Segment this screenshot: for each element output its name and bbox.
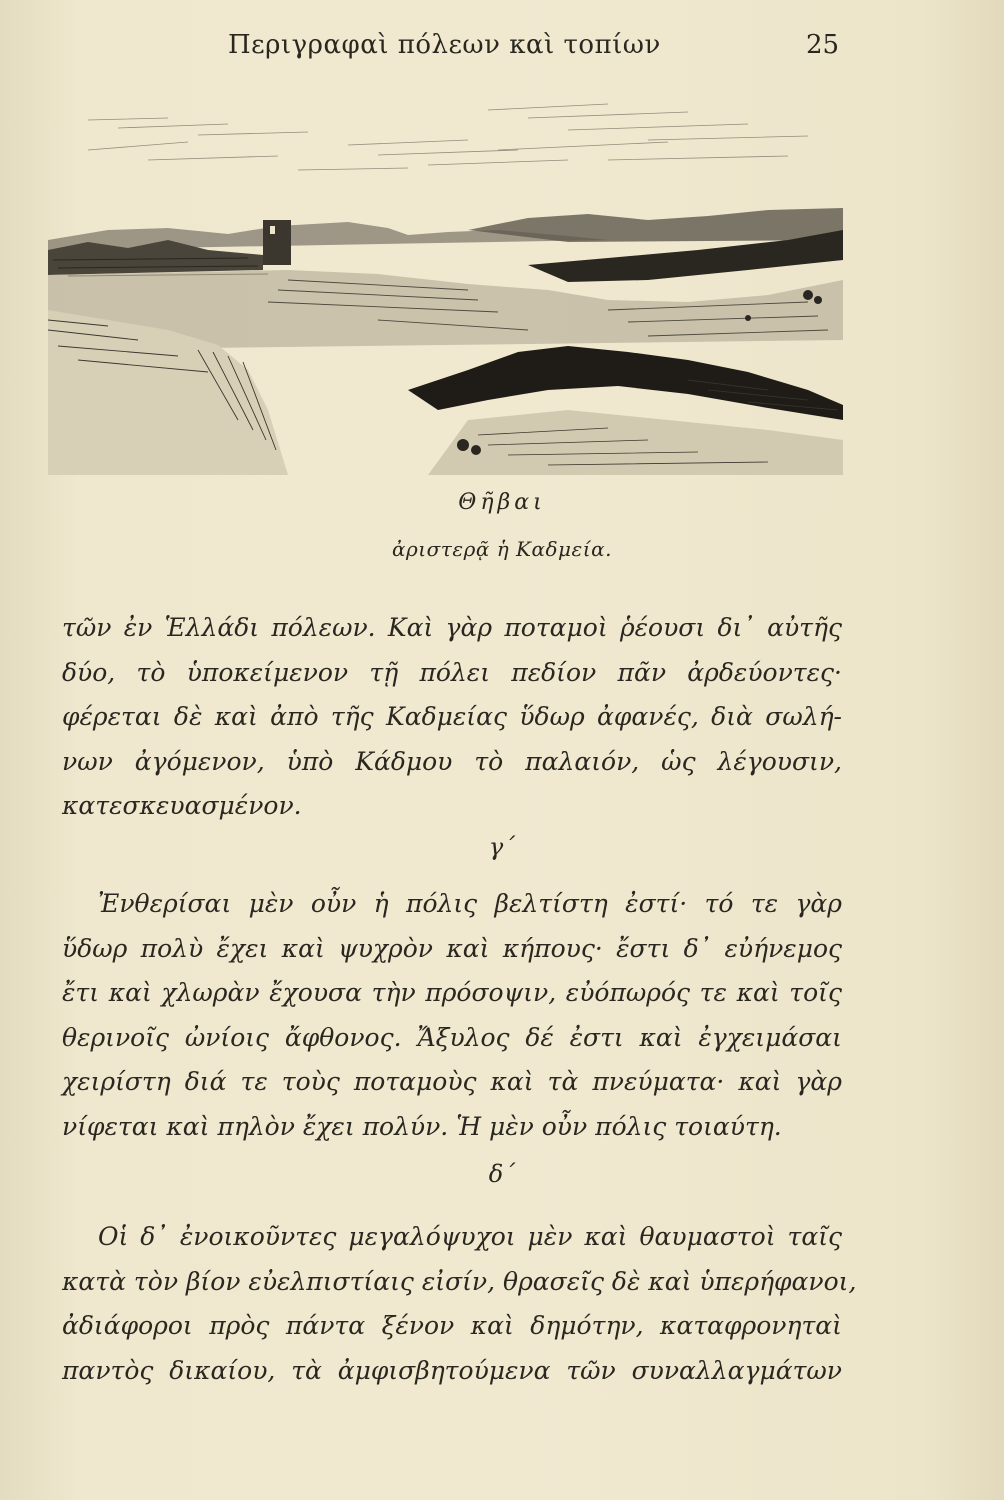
text-line: θερινοῖς ὠνίοις ἄφθονος. Ἄξυλος δέ ἐστι καὶ ἐγχειμάσαι: [62, 1022, 842, 1052]
paragraph-2: [62, 882, 842, 1149]
text-line: χειρίστη διά τε τοὺς ποταμοὺς καὶ τὰ πνεύματα· καὶ γὰρ: [62, 1067, 842, 1096]
paragraph-3: [62, 1215, 857, 1393]
text-line: ὕδωρ πολὺ ἔχει καὶ ψυχρὸν καὶ κήπους· ἔστι δ᾽ εὐήνεμος: [62, 933, 842, 963]
text-line: δύο, τὸ ὑποκείμενον τῇ πόλει πεδίον πᾶν ἀρδεύοντες·: [62, 657, 842, 687]
text-line: κατεσκευασμένον.: [62, 791, 302, 820]
landscape-engraving: [48, 90, 843, 475]
text-line: νίφεται καὶ πηλὸν ἔχει πολύν. Ἡ μὲν οὖν πόλις τοιαύτη.: [62, 1111, 782, 1141]
running-title: Περιγραφαὶ πόλεων καὶ τοπίων: [228, 30, 661, 60]
page-header: [0, 30, 1004, 74]
paragraph-1: [62, 606, 842, 829]
text-line: ἔτι καὶ χλωρὰν ἔχουσα τὴν πρόσοψιν, εὐόπωρός τε καὶ τοῖς: [62, 978, 842, 1007]
page-number: 25: [806, 30, 840, 60]
text-line: τῶν ἐν Ἑλλάδι πόλεων. Καὶ γὰρ ποταμοὶ ῥέουσι δι᾽ αὐτῆς: [62, 613, 842, 642]
text-line: παντὸς δικαίου, τὰ ἀμφισβητούμενα τῶν συναλλαγμάτων: [62, 1355, 842, 1385]
text-line: νων ἀγόμενον, ὑπὸ Κάδμου τὸ παλαιόν, ὡς λέγουσιν,: [62, 746, 842, 776]
text-line: Ἐνθερίσαι μὲν οὖν ἡ πόλις βελτίστη ἐστί· τό τε γὰρ: [98, 889, 842, 918]
section-mark-delta: δ΄: [488, 1160, 516, 1188]
text-line: ἀδιάφοροι πρὸς πάντα ξένον καὶ δημότην, καταφρονηταὶ: [62, 1311, 842, 1340]
illustration-caption-subtitle: ἀριστερᾷ ἡ Καδμεία.: [392, 537, 612, 561]
text-line: κατὰ τὸν βίον εὐελπιστίαις εἰσίν, θρασεῖς δὲ καὶ ὑπερήφανοι,: [62, 1266, 857, 1296]
illustration-caption-title: Θῆβαι: [458, 490, 546, 515]
text-line: Οἱ δ᾽ ἐνοικοῦντες μεγαλόψυχοι μὲν καὶ θαυμαστοὶ ταῖς: [98, 1222, 842, 1251]
section-mark-gamma: γ΄: [488, 833, 516, 861]
text-line: φέρεται δὲ καὶ ἀπὸ τῆς Καδμείας ὕδωρ ἀφανές, διὰ σωλή-: [62, 702, 842, 731]
